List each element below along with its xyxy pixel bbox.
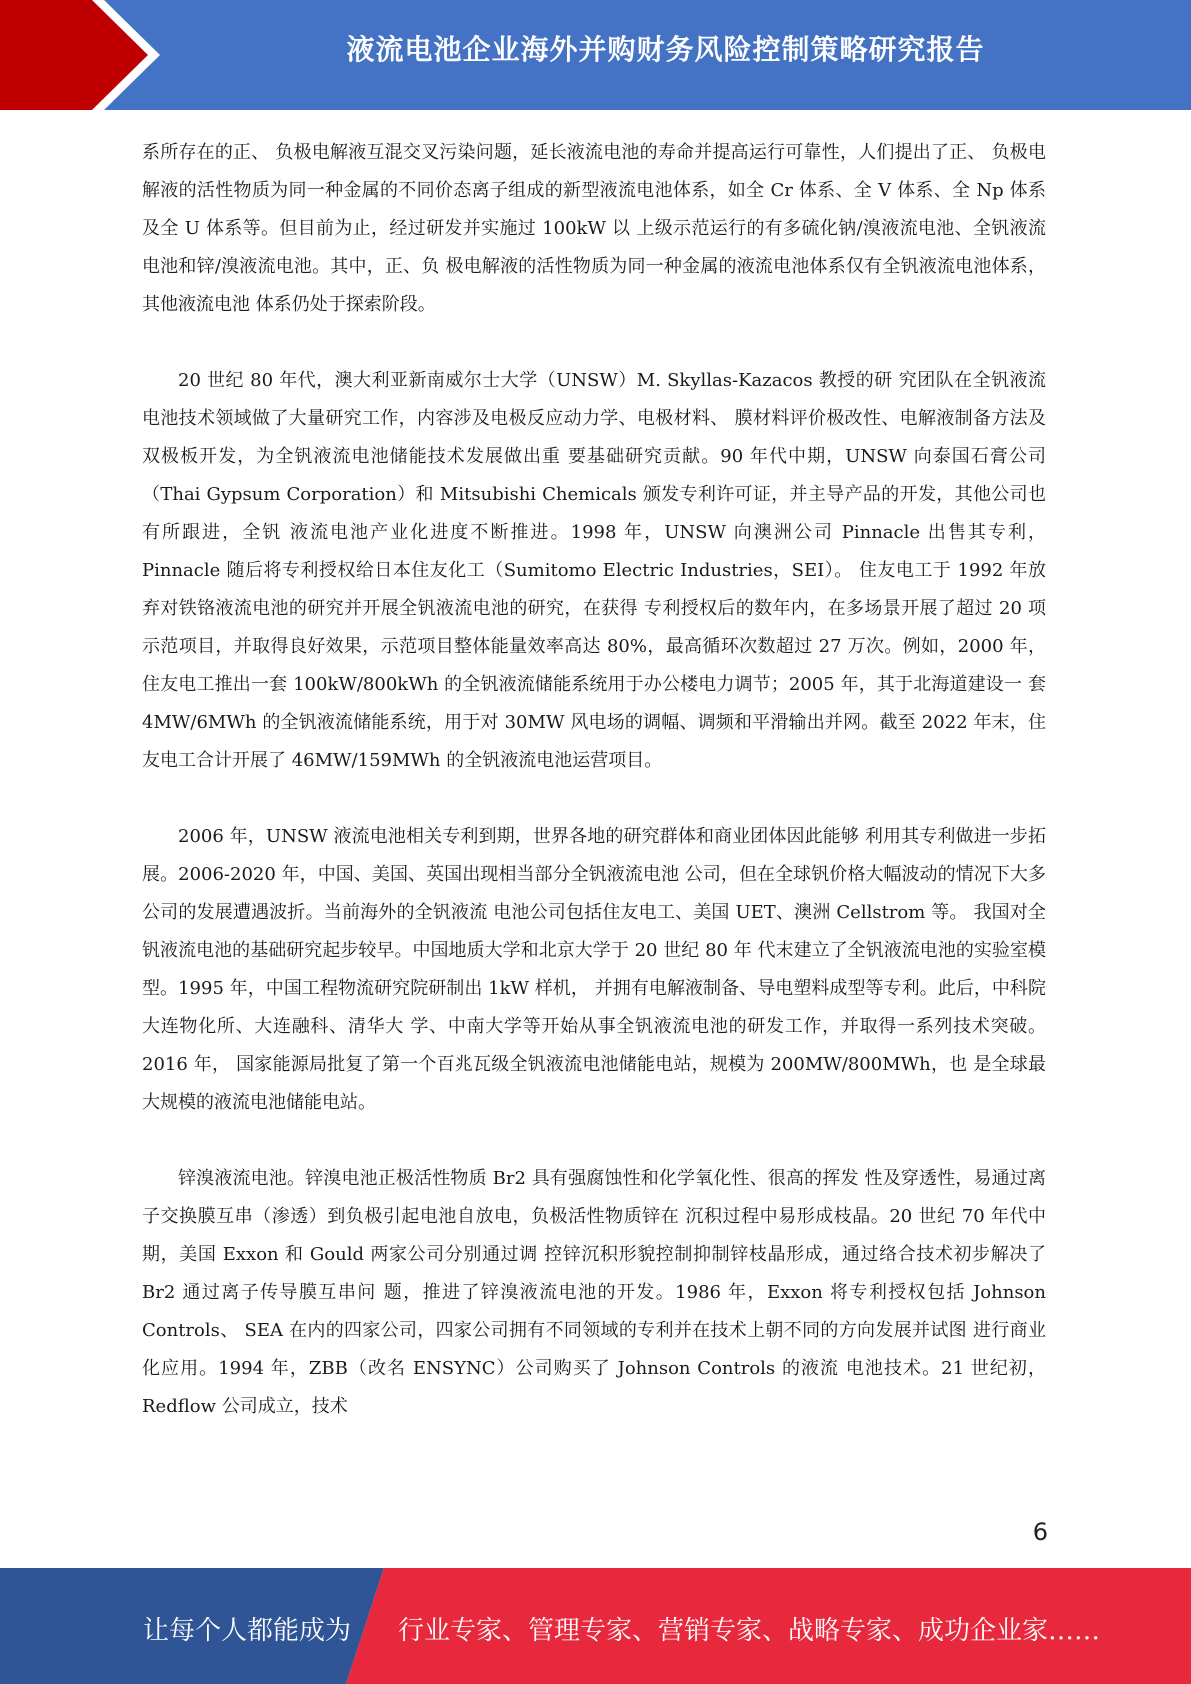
page-header xyxy=(0,0,1191,110)
page-number: 6 xyxy=(1032,1518,1048,1546)
paragraph-unsw-history: 20 世纪 80 年代，澳大利亚新南威尔士大学（UNSW）M. Skyllas-Kazacos 教授的研 究团队在全钒液流电池技术领域做了大量研究工作，内容涉及电极反应动力学、电极材料、 膜材料评价极改性、电解液制备方法及双极板开发，为全钒液流电池储能技术发展做出重 要基础研究贡献。90 年代中期，UNSW 向泰国石膏公司（Thai Gypsum Corporation）和 Mitsubishi Chemicals 颁发专利许可证，并主导产品的开发，其他公司也有所跟进，全钒 液流电池产业化进度不断推进。1998 年，UNSW 向澳洲公司 Pinnacle 出售其专利，Pinnacle 随后将专利授权给日本住友化工（Sumitomo Electric Industries，SEI）。 住友电工于 1992 年放弃对铁铬液流电池的研究并开展全钒液流电池的研究，在获得 专利授权后的数年内，在多场景开展了超过 20 项示范项目，并取得良好效果，示范项目整体能量效率高达 80%，最高循环次数超过 27 万次。例如，2000 年，住友电工推出一套 100kW/800kWh 的全钒液流储能系统用于办公楼电力调节；2005 年，其于北海道建设一 套 4MW/6MWh 的全钒液流储能系统，用于对 30MW 风电场的调幅、调频和平滑输出并网。截至 2022 年末，住友电工合计开展了 46MW/159MWh 的全钒液流电池运营项目。 xyxy=(142,370,1046,771)
paragraph-zinc-bromine: 锌溴液流电池。锌溴电池正极活性物质 Br2 具有强腐蚀性和化学氧化性、很高的挥发 性及穿透性，易通过离子交换膜互串（渗透）到负极引起电池自放电，负极活性物质锌在 沉积过程中易形成枝晶。20 世纪 70 年代中期，美国 Exxon 和 Gould 两家公司分别通过调 控锌沉积形貌控制抑制锌枝晶形成，通过络合技术初步解决了 Br2 通过离子传导膜互串问 题，推进了锌溴液流电池的开发。1986 年，Exxon 将专利授权包括 Johnson Controls、 SEA 在内的四家公司，四家公司拥有不同领域的专利并在技术上朝不同的方向发展并试图 进行商业化应用。1994 年，ZBB（改名 ENSYNC）公司购买了 Johnson Controls 的液流 电池技术。21 世纪初，Redflow 公司成立，技术 xyxy=(142,1168,1046,1417)
footer-slogan-left: 让每个人都能成为 xyxy=(143,1616,352,1646)
page-footer xyxy=(0,1568,1191,1684)
paragraph-continued: 系所存在的正、 负极电解液互混交叉污染问题，延长液流电池的寿命并提高运行可靠性，人们提出了正、 负极电解液的活性物质为同一种金属的不同价态离子组成的新型液流电池体系，如全 Cr 体系、全 V 体系、全 Np 体系及全 U 体系等。但目前为止，经过研发并实施过 100kW 以 上级示范运行的有多硫化钠/溴液流电池、全钒液流电池和锌/溴液流电池。其中，正、负 极电解液的活性物质为同一种金属的液流电池体系仅有全钒液流电池体系，其他液流电池 体系仍处于探索阶段。 xyxy=(142,142,1046,315)
report-title: 液流电池企业海外并购财务风险控制策略研究报告 xyxy=(346,33,985,66)
paragraph-patent-expiry: 2006 年，UNSW 液流电池相关专利到期，世界各地的研究群体和商业团体因此能够 利用其专利做进一步拓展。2006-2020 年，中国、美国、英国出现相当部分全钒液流电池 公司，但在全球钒价格大幅波动的情况下大多公司的发展遭遇波折。当前海外的全钒液流 电池公司包括住友电工、美国 UET、澳洲 Cellstrom 等。 我国对全钒液流电池的基础研究起步较早。中国地质大学和北京大学于 20 世纪 80 年 代末建立了全钒液流电池的实验室模型。1995 年，中国工程物流研究院研制出 1kW 样机， 并拥有电解液制备、导电塑料成型等专利。此后，中科院大连物化所、大连融科、清华大 学、中南大学等开始从事全钒液流电池的研发工作，并取得一系列技术突破。2016 年， 国家能源局批复了第一个百兆瓦级全钒液流电池储能电站，规模为 200MW/800MWh，也 是全球最大规模的液流电池储能电站。 xyxy=(142,826,1046,1113)
footer-slogan-right: 行业专家、管理专家、营销专家、战略专家、成功企业家…… xyxy=(398,1616,1101,1646)
body-text xyxy=(142,134,1046,1464)
